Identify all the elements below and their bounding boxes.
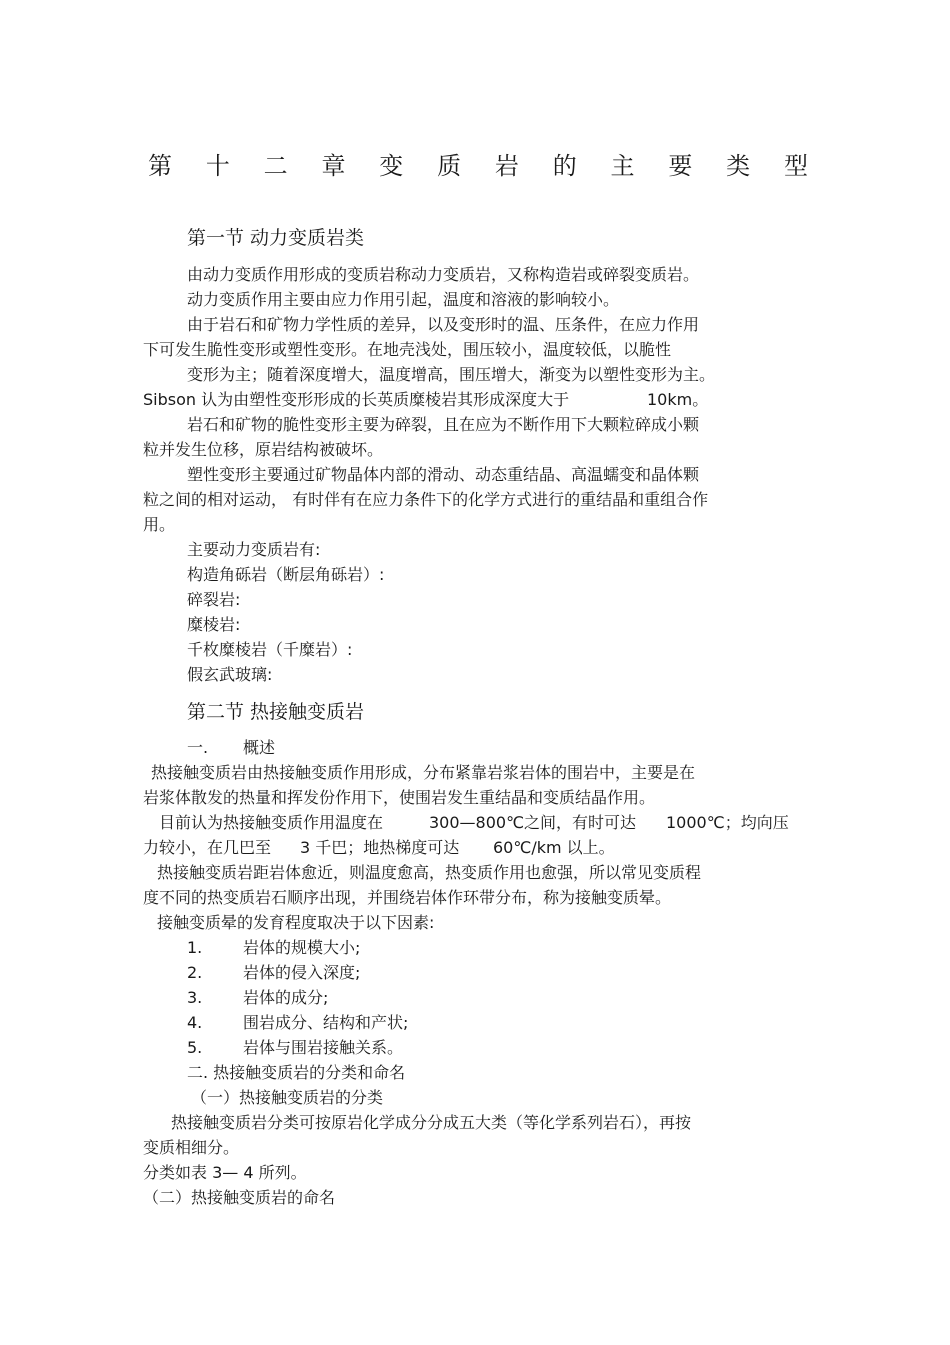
list-item: 假玄武玻璃: [187,665,273,684]
list-intro: 主要动力变质岩有: [187,540,321,559]
title-char: 第 [148,152,172,180]
title-char: 二 [263,152,288,180]
title-char: 类 [726,152,751,180]
title-char: 质 [437,152,462,180]
title-char: 型 [783,152,808,180]
item-number: 3. [187,988,203,1007]
numbered-item [187,988,328,1008]
numbered-item [187,938,360,958]
item-text: 岩体的侵入深度; [243,963,361,982]
paragraph-line: 度不同的热变质岩石顺序出现，并围绕岩体作环带分布，称为接触变质晕。 [143,888,672,907]
item-text: 岩体的规模大小; [243,938,361,957]
title-char: 章 [321,152,346,180]
paragraph-line: 力较小，在几巴至 [143,838,272,857]
numbered-item [187,963,360,983]
section-heading: 第一节 动力变质岩类 [187,227,365,249]
paragraph-line: 岩浆体散发的热量和挥发份作用下，使围岩发生重结晶和变质结晶作用。 [143,788,656,807]
paragraph-line: 3 千巴；地热梯度可达 [300,838,460,857]
subsection-title: （一）热接触变质岩的分类 [191,1088,384,1107]
list-item: 构造角砾岩（断层角砾岩）: [187,565,385,584]
paragraph-line: 用。 [143,515,176,534]
item-text: 岩体与围岩接触关系。 [243,1038,404,1057]
item-number: 1. [187,938,203,957]
paragraph-line: 接触变质晕的发育程度取决于以下因素: [157,913,435,932]
subsection-number: 一. [187,738,209,757]
title-char: 十 [205,152,230,180]
paragraph-line: 变形为主；随着深度增大，温度增高，围压增大，渐变为以塑性变形为主。 [187,365,716,384]
numbered-item [187,1038,403,1058]
list-item: 糜棱岩: [187,615,241,634]
paragraph-line: 热接触变质岩由热接触变质作用形成，分布紧靠岩浆岩体的围岩中，主要是在 [151,763,696,782]
paragraph-line: 热接触变质岩分类可按原岩化学成分分成五大类（等化学系列岩石），再按 [171,1113,692,1132]
paragraph-line: 10km。 [647,390,709,409]
title-char: 岩 [494,152,519,180]
subsection-title: （二）热接触变质岩的命名 [143,1188,336,1207]
paragraph-line: 动力变质作用主要由应力作用引起，温度和溶液的影响较小。 [187,290,620,309]
subsection-title: 概述 [243,738,276,757]
numbered-item [187,1013,408,1033]
paragraph-line: 变质相细分。 [143,1138,240,1157]
item-number: 5. [187,1038,203,1057]
list-item: 碎裂岩: [187,590,241,609]
paragraph-line: 粒并发生位移，原岩结构被破坏。 [143,440,384,459]
paragraph-line: 1000℃；均向压 [666,813,789,832]
paragraph-line: 粒之间的相对运动， 有时伴有在应力条件下的化学方式进行的重结晶和重组合作 [143,490,709,509]
item-number: 4. [187,1013,203,1032]
title-char: 主 [610,152,635,180]
paragraph-line: 由动力变质作用形成的变质岩称动力变质岩，又称构造岩或碎裂变质岩。 [187,265,700,284]
paragraph-line: 塑性变形主要通过矿物晶体内部的滑动、动态重结晶、高温蠕变和晶体颗 [187,465,700,484]
paragraph-line: 60℃/km 以上。 [493,838,615,857]
paragraph-line: 热接触变质岩距岩体愈近，则温度愈高，热变质作用也愈强，所以常见变质程 [157,863,702,882]
paragraph-line: 目前认为热接触变质作用温度在 [159,813,384,832]
item-text: 岩体的成分; [243,988,329,1007]
subsection-title: 二. 热接触变质岩的分类和命名 [187,1063,406,1082]
paragraph-line: 分类如表 3— 4 所列。 [143,1163,307,1182]
paragraph-line: 由于岩石和矿物力学性质的差异，以及变形时的温、压条件，在应力作用 [187,315,700,334]
paragraph-line: 300—800℃之间，有时可达 [429,813,637,832]
item-number: 2. [187,963,203,982]
item-text: 围岩成分、结构和产状; [243,1013,409,1032]
paragraph-line: 岩石和矿物的脆性变形主要为碎裂，且在应为不断作用下大颗粒碎成小颗 [187,415,700,434]
chapter-title [148,150,808,182]
paragraph-line: 下可发生脆性变形或塑性变形。在地壳浅处，围压较小，温度较低，以脆性 [143,340,672,359]
list-item: 千枚糜棱岩（千糜岩）: [187,640,353,659]
title-char: 的 [552,152,577,180]
paragraph-line: Sibson 认为由塑性变形形成的长英质糜棱岩其形成深度大于 [143,390,570,409]
title-char: 要 [668,152,693,180]
section-heading: 第二节 热接触变质岩 [187,701,365,723]
title-char: 变 [379,152,404,180]
